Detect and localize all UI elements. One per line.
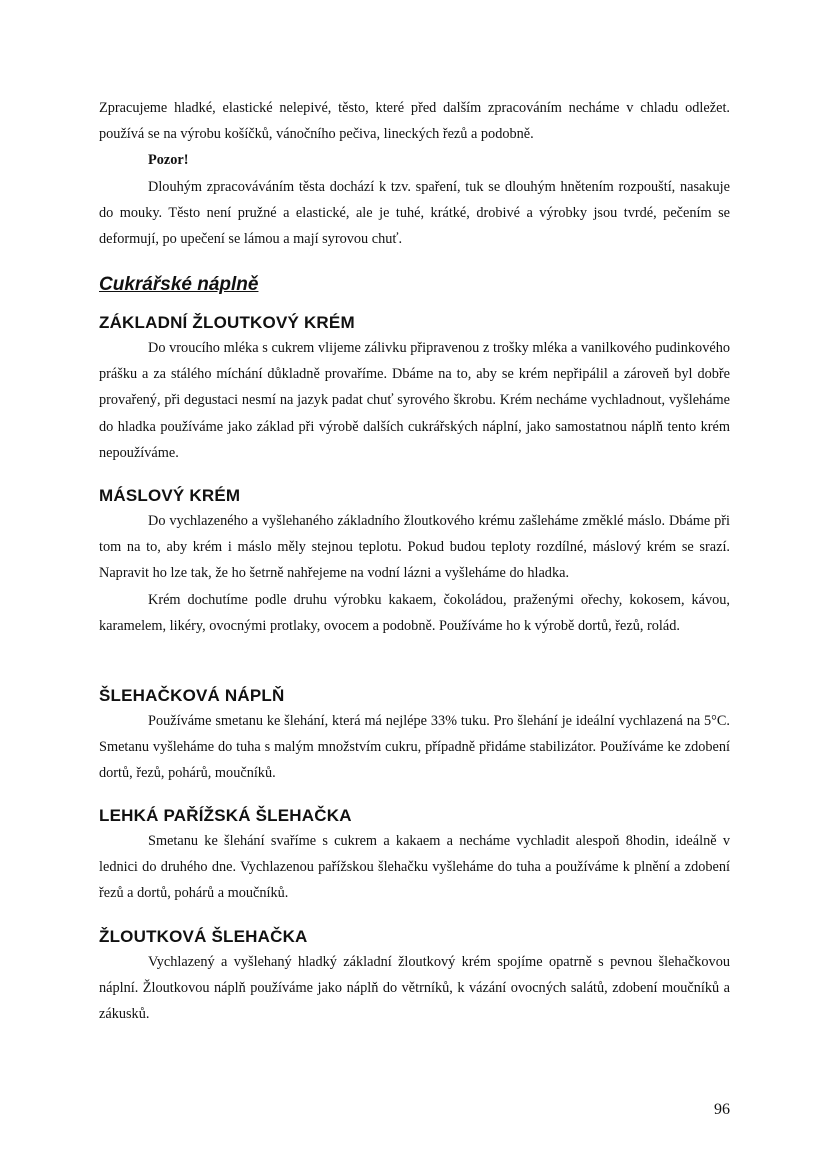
warning-label: Pozor! <box>148 152 189 168</box>
paragraph-slehackova-napln: Používáme smetanu ke šlehání, která má nejlépe 33% tuku. Pro šlehání je ideální vychlazená na 5°C. Smetanu vyšleháme do tuha s malým množstvím cukru, případně přidáme stabilizátor. Používáme ke zdobení dortů, řezů, pohárů, moučníků. <box>99 713 730 782</box>
paragraph-maslovy-krem-1: Do vychlazeného a vyšlehaného základního žloutkového krému zašleháme změklé máslo. Dbáme při tom na to, aby krém i máslo měly stejnou teplotu. Pokud budou teploty rozdílné, máslový krém se srazí. Napravit ho lze tak, že ho šetrně nahřejeme na vodní lázni a vyšleháme do hladka. <box>99 513 730 582</box>
section-title: Cukrářské náplně <box>99 274 259 295</box>
subsection-title-slehackova-napln: ŠLEHAČKOVÁ NÁPLŇ <box>99 686 285 705</box>
warning-paragraph: Dlouhým zpracováváním těsta dochází k tzv. spaření, tuk se dlouhým hnětením rozpouští, nasakuje do mouky. Těsto není pružné a elastické, ale je tuhé, krátké, drobivé a výrobky jsou tvrdé, pečením se deformují, po upečení se lámou a mají syrovou chuť. <box>99 179 730 248</box>
subsection-title-zakladni-zloutkovy-krem: ZÁKLADNÍ ŽLOUTKOVÝ KRÉM <box>99 313 355 332</box>
intro-paragraph: Zpracujeme hladké, elastické nelepivé, těsto, které před dalším zpracováním necháme v chladu odležet. používá se na výrobu košíčků, vánočního pečiva, lineckých řezů a podobně. <box>99 100 730 143</box>
paragraph-zloutkova-slehacka: Vychlazený a vyšlehaný hladký základní žloutkový krém spojíme opatrně s pevnou šlehačkovou náplní. Žloutkovou náplň používáme jako náplň do větrníků, k vázání ovocných salátů, zdobení moučníků a zákusků. <box>99 954 730 1023</box>
subsection-title-maslovy-krem: MÁSLOVÝ KRÉM <box>99 486 241 505</box>
subsection-title-zloutkova-slehacka: ŽLOUTKOVÁ ŠLEHAČKA <box>99 927 308 946</box>
page-number: 96 <box>714 1101 730 1118</box>
subsection-title-lehka-parizska-slehacka: LEHKÁ PAŘÍŽSKÁ ŠLEHAČKA <box>99 806 352 825</box>
paragraph-lehka-parizska-slehacka: Smetanu ke šlehání svaříme s cukrem a kakaem a necháme vychladit alespoň 8hodin, ideálně v lednici do druhého dne. Vychlazenou pařížskou šlehačku vyšleháme do tuha a používáme k plnění a zdobení řezů a dortů, pohárů a moučníků. <box>99 833 730 902</box>
paragraph-zakladni-zloutkovy-krem: Do vroucího mléka s cukrem vlijeme zálivku připravenou z trošky mléka a vanilkového pudinkového prášku a za stálého míchání důkladně provaříme. Dbáme na to, aby se krém nepřipálil a zároveň byl dobře provařený, při degustaci nesmí na jazyk padat chuť syrového škrobu. Krém necháme vychladnout, vyšleháme do hladka používáme jako základ při výrobě dalších cukrářských náplní, jako samostatnou náplň tento krém nepoužíváme. <box>99 340 730 461</box>
paragraph-maslovy-krem-2: Krém dochutíme podle druhu výrobku kakaem, čokoládou, praženými ořechy, kokosem, kávou, karamelem, likéry, ovocnými protlaky, ovocem a podobně. Používáme ho k výrobě dortů, řezů, rolád. <box>99 592 730 635</box>
